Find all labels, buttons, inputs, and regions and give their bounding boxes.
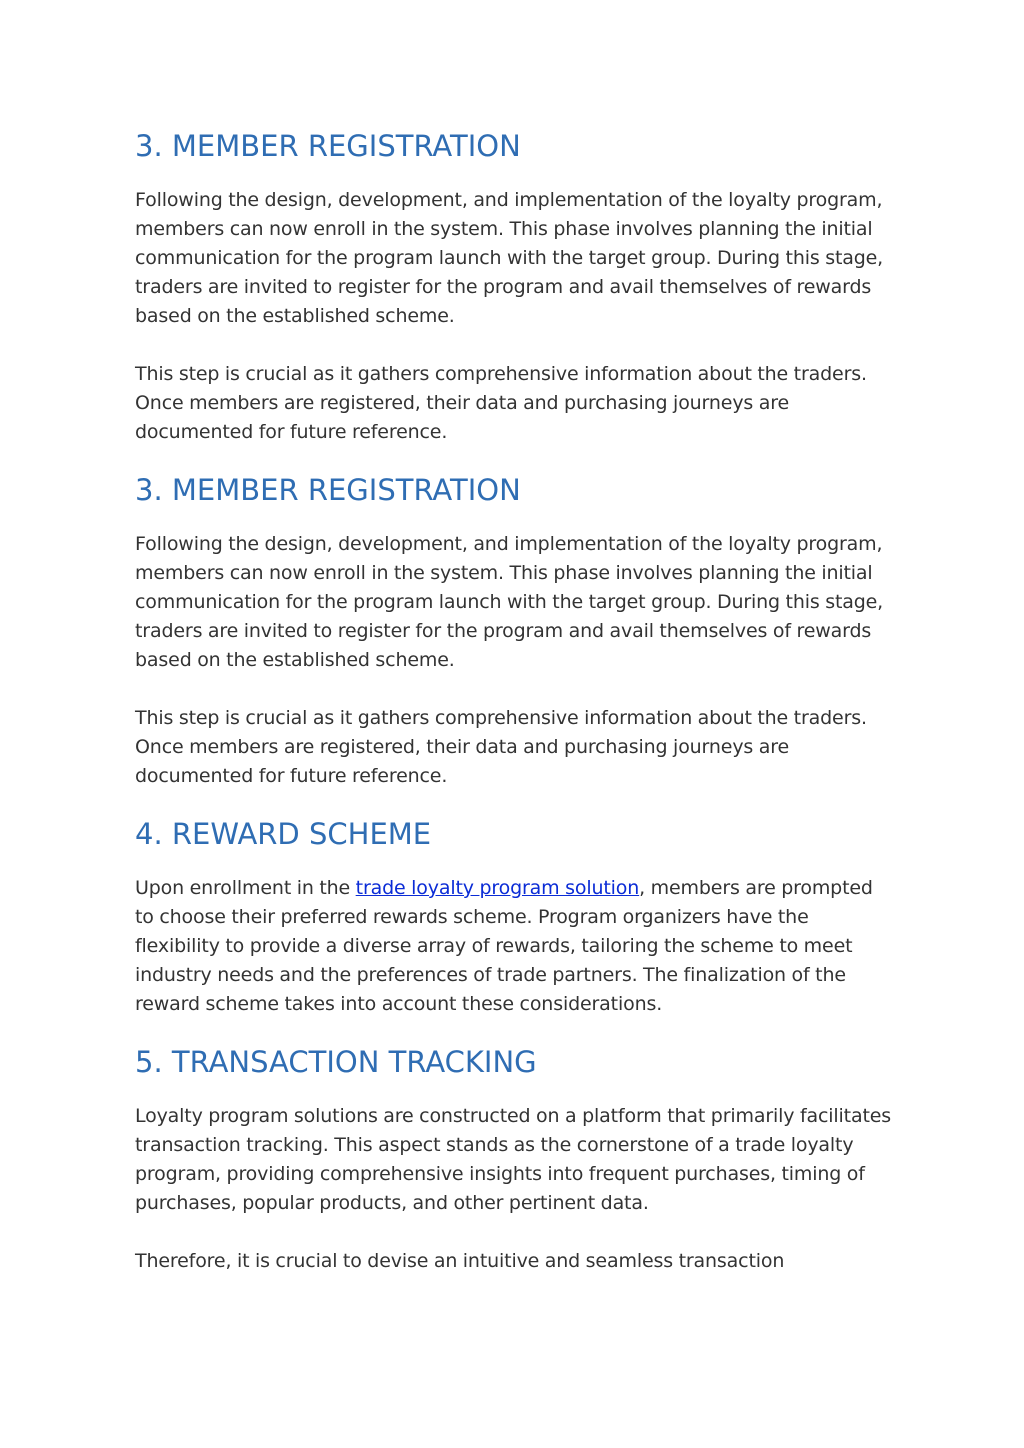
section-transaction-tracking — [135, 1042, 895, 1276]
section-member-registration-1 — [135, 126, 895, 447]
section-paragraph: Following the design, development, and implementation of the loyalty program, members can now enroll in the system. This phase involves planning the initial communication for the program launch with the target group. During this stage, traders are invited to register for the program and avail themselves of rewards based on the established scheme. — [135, 189, 884, 327]
section-heading: 3. MEMBER REGISTRATION — [135, 129, 521, 163]
section-paragraph — [135, 874, 895, 1019]
section-paragraph: Therefore, it is crucial to devise an intuitive and seamless transaction — [135, 1250, 785, 1272]
section-heading: 4. REWARD SCHEME — [135, 817, 432, 851]
section-member-registration-2 — [135, 470, 895, 791]
section-heading: 5. TRANSACTION TRACKING — [135, 1045, 537, 1079]
section-paragraph: This step is crucial as it gathers comprehensive information about the traders. Once members are registered, their data and purchasing journeys are documented for future reference. — [135, 363, 867, 443]
section-paragraph: Following the design, development, and implementation of the loyalty program, members can now enroll in the system. This phase involves planning the initial communication for the program launch with the target group. During this stage, traders are invited to register for the program and avail themselves of rewards based on the established scheme. — [135, 533, 884, 671]
section-heading: 3. MEMBER REGISTRATION — [135, 473, 521, 507]
section-paragraph: Loyalty program solutions are constructed on a platform that primarily facilitates transaction tracking. This aspect stands as the cornerstone of a trade loyalty program, providing comprehensive insights into frequent purchases, timing of purchases, popular products, and other pertinent data. — [135, 1105, 892, 1214]
paragraph-text: , members are prompted to choose their preferred rewards scheme. Program organizers have the flexibility to provide a diverse array of rewards, tailoring the scheme to meet industry needs and the preferences of trade partners. The finalization of the reward scheme takes into account these considerations. — [135, 877, 873, 1015]
paragraph-text: Upon enrollment in the — [135, 877, 356, 899]
section-reward-scheme — [135, 814, 895, 1019]
section-paragraph: This step is crucial as it gathers comprehensive information about the traders. Once members are registered, their data and purchasing journeys are documented for future reference. — [135, 707, 867, 787]
trade-loyalty-program-solution-link[interactable]: trade loyalty program solution — [355, 877, 640, 899]
document-page — [135, 126, 895, 1276]
